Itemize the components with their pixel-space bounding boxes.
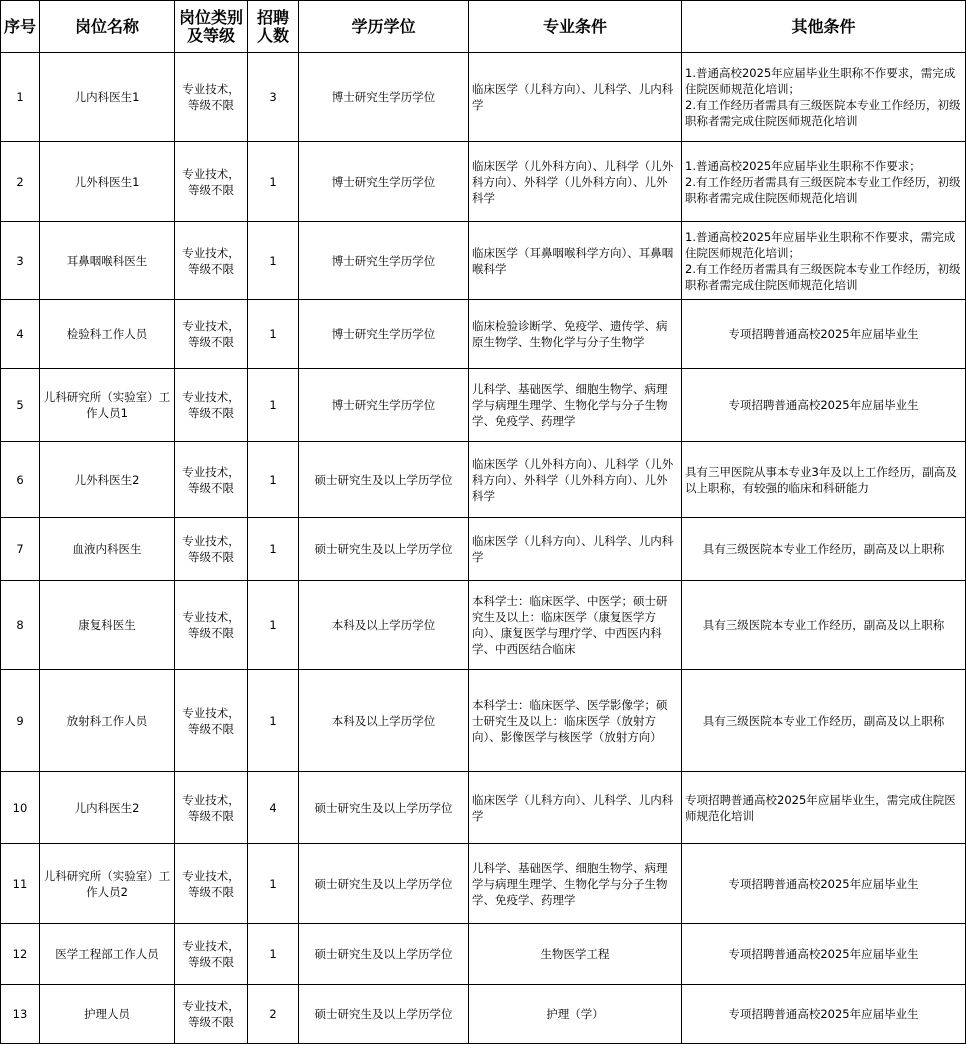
row-other-conditions	[682, 581, 966, 670]
row-major: 生物医学工程	[469, 924, 682, 985]
condition-line: 2.有工作经历者需具有三级医院本专业工作经历，初级职称者需完成住院医师规范化培训	[685, 98, 961, 128]
row-education: 硕士研究生及以上学历学位	[299, 924, 469, 985]
row-major: 临床检验诊断学、免疫学、遗传学、病原生物学、生物化学与分子生物学	[469, 300, 682, 369]
row-hiring-count: 1	[248, 442, 299, 518]
header-position-category: 岗位类别及等级	[175, 1, 248, 53]
row-hiring-count: 1	[248, 844, 299, 924]
row-seq: 7	[1, 518, 40, 581]
table-row	[1, 369, 966, 442]
row-position-category: 专业技术，等级不限	[175, 772, 248, 844]
row-seq: 11	[1, 844, 40, 924]
table-row	[1, 142, 966, 222]
row-education: 博士研究生学历学位	[299, 369, 469, 442]
row-major: 本科学士：临床医学、中医学；硕士研究生及以上：临床医学（康复医学方向）、康复医学与理疗学、中西医内科学、中西医结合临床	[469, 581, 682, 670]
header-row	[1, 1, 966, 53]
row-position-name: 儿内科医生2	[40, 772, 175, 844]
row-hiring-count: 1	[248, 518, 299, 581]
condition-line: 1.普通高校2025年应届毕业生职称不作要求，需完成住院医师规范化培训；	[685, 229, 956, 260]
row-position-category: 专业技术，等级不限	[175, 670, 248, 772]
condition-line: 专项招聘普通高校2025年应届毕业生	[728, 398, 919, 412]
table-row	[1, 442, 966, 518]
row-other-conditions	[682, 142, 966, 222]
row-position-category: 专业技术，等级不限	[175, 581, 248, 670]
row-position-category: 专业技术，等级不限	[175, 222, 248, 300]
row-hiring-count: 1	[248, 142, 299, 222]
condition-line: 2.有工作经历者需具有三级医院本专业工作经历，初级职称者需完成住院医师规范化培训	[685, 174, 961, 205]
table-row	[1, 53, 966, 142]
row-position-name: 儿外科医生2	[40, 442, 175, 518]
row-education: 博士研究生学历学位	[299, 142, 469, 222]
header-hiring-count: 招聘人数	[248, 1, 299, 53]
table-row	[1, 222, 966, 300]
row-other-conditions	[682, 222, 966, 300]
condition-line: 1.普通高校2025年应届毕业生职称不作要求；	[685, 158, 921, 173]
row-seq: 12	[1, 924, 40, 985]
row-hiring-count: 1	[248, 924, 299, 985]
row-position-name: 耳鼻咽喉科医生	[40, 222, 175, 300]
row-position-category: 专业技术，等级不限	[175, 518, 248, 581]
row-education: 硕士研究生及以上学历学位	[299, 772, 469, 844]
row-major: 临床医学（耳鼻咽喉科学方向）、耳鼻咽喉科学	[469, 222, 682, 300]
row-position-name: 儿科研究所（实验室）工作人员1	[40, 369, 175, 442]
row-other-conditions	[682, 924, 966, 985]
row-seq: 13	[1, 985, 40, 1044]
header-major: 专业条件	[469, 1, 682, 53]
row-position-name: 医学工程部工作人员	[40, 924, 175, 985]
header-seq: 序号	[1, 1, 40, 53]
row-education: 硕士研究生及以上学历学位	[299, 844, 469, 924]
row-major: 临床医学（儿外科方向）、儿科学（儿外科方向）、外科学（儿外科方向）、儿外科学	[469, 142, 682, 222]
row-major: 临床医学（儿科方向）、儿科学、儿内科学	[469, 518, 682, 581]
row-education: 博士研究生学历学位	[299, 300, 469, 369]
row-position-category: 专业技术，等级不限	[175, 53, 248, 142]
row-position-category: 专业技术，等级不限	[175, 844, 248, 924]
row-position-name: 儿科研究所（实验室）工作人员2	[40, 844, 175, 924]
row-position-category: 专业技术，等级不限	[175, 369, 248, 442]
row-other-conditions	[682, 53, 966, 142]
row-position-name: 检验科工作人员	[40, 300, 175, 369]
row-position-category: 专业技术，等级不限	[175, 300, 248, 369]
condition-line: 专项招聘普通高校2025年应届毕业生	[728, 876, 919, 891]
row-other-conditions	[682, 518, 966, 581]
row-position-name: 康复科医生	[40, 581, 175, 670]
table-row	[1, 518, 966, 581]
table-row	[1, 844, 966, 924]
row-other-conditions	[682, 442, 966, 518]
table-row	[1, 772, 966, 844]
row-seq: 8	[1, 581, 40, 670]
row-position-category: 专业技术，等级不限	[175, 924, 248, 985]
row-hiring-count: 1	[248, 222, 299, 300]
row-education: 博士研究生学历学位	[299, 53, 469, 142]
condition-line: 1.普通高校2025年应届毕业生职称不作要求，需完成住院医师规范化培训；	[685, 66, 956, 96]
table-row	[1, 581, 966, 670]
row-hiring-count: 2	[248, 985, 299, 1044]
row-seq: 1	[1, 53, 40, 142]
row-major: 儿科学、基础医学、细胞生物学、病理学与病理生理学、生物化学与分子生物学、免疫学、药理学	[469, 844, 682, 924]
row-position-category: 专业技术，等级不限	[175, 142, 248, 222]
condition-line: 专项招聘普通高校2025年应届毕业生	[728, 947, 919, 961]
row-education: 本科及以上学历学位	[299, 581, 469, 670]
row-other-conditions	[682, 985, 966, 1044]
row-seq: 6	[1, 442, 40, 518]
condition-line: 具有三级医院本专业工作经历，副高及以上职称	[702, 618, 945, 632]
row-position-category: 专业技术，等级不限	[175, 442, 248, 518]
row-major: 临床医学（儿科方向）、儿科学、儿内科学	[469, 772, 682, 844]
row-major: 本科学士：临床医学、医学影像学；硕士研究生及以上：临床医学（放射方向）、影像医学与核医学（放射方向）	[469, 670, 682, 772]
table-row	[1, 985, 966, 1044]
table-row	[1, 300, 966, 369]
condition-line: 专项招聘普通高校2025年应届毕业生，需完成住院医师规范化培训	[685, 792, 956, 823]
condition-line: 具有三甲医院从事本专业3年及以上工作经历，副高及以上职称，有较强的临床和科研能力	[685, 464, 957, 495]
row-position-category: 专业技术，等级不限	[175, 985, 248, 1044]
condition-line: 具有三级医院本专业工作经历，副高及以上职称	[702, 542, 945, 556]
row-other-conditions	[682, 670, 966, 772]
condition-line: 2.有工作经历者需具有三级医院本专业工作经历，初级职称者需完成住院医师规范化培训	[685, 261, 961, 292]
header-position-name: 岗位名称	[40, 1, 175, 53]
row-education: 硕士研究生及以上学历学位	[299, 442, 469, 518]
row-seq: 2	[1, 142, 40, 222]
row-position-name: 血液内科医生	[40, 518, 175, 581]
row-major: 护理（学）	[469, 985, 682, 1044]
table-row	[1, 670, 966, 772]
row-other-conditions	[682, 772, 966, 844]
row-hiring-count: 1	[248, 369, 299, 442]
row-education: 硕士研究生及以上学历学位	[299, 985, 469, 1044]
row-major: 儿科学、基础医学、细胞生物学、病理学与病理生理学、生物化学与分子生物学、免疫学、药理学	[469, 369, 682, 442]
condition-line: 专项招聘普通高校2025年应届毕业生	[728, 327, 919, 341]
row-other-conditions	[682, 844, 966, 924]
header-other-conditions: 其他条件	[682, 1, 966, 53]
row-major: 临床医学（儿科方向）、儿科学、儿内科学	[469, 53, 682, 142]
row-seq: 4	[1, 300, 40, 369]
row-education: 博士研究生学历学位	[299, 222, 469, 300]
row-position-name: 儿内科医生1	[40, 53, 175, 142]
row-seq: 3	[1, 222, 40, 300]
row-seq: 9	[1, 670, 40, 772]
row-hiring-count: 1	[248, 581, 299, 670]
row-hiring-count: 1	[248, 670, 299, 772]
row-other-conditions	[682, 369, 966, 442]
row-major: 临床医学（儿外科方向）、儿科学（儿外科方向）、外科学（儿外科方向）、儿外科学	[469, 442, 682, 518]
row-seq: 5	[1, 369, 40, 442]
row-hiring-count: 1	[248, 300, 299, 369]
row-position-name: 放射科工作人员	[40, 670, 175, 772]
row-other-conditions	[682, 300, 966, 369]
row-seq: 10	[1, 772, 40, 844]
table-row	[1, 924, 966, 985]
row-hiring-count: 4	[248, 772, 299, 844]
row-education: 硕士研究生及以上学历学位	[299, 518, 469, 581]
row-hiring-count: 3	[248, 53, 299, 142]
row-education: 本科及以上学历学位	[299, 670, 469, 772]
row-position-name: 护理人员	[40, 985, 175, 1044]
condition-line: 专项招聘普通高校2025年应届毕业生	[728, 1007, 919, 1021]
condition-line: 具有三级医院本专业工作经历，副高及以上职称	[702, 713, 945, 728]
header-education: 学历学位	[299, 1, 469, 53]
row-position-name: 儿外科医生1	[40, 142, 175, 222]
